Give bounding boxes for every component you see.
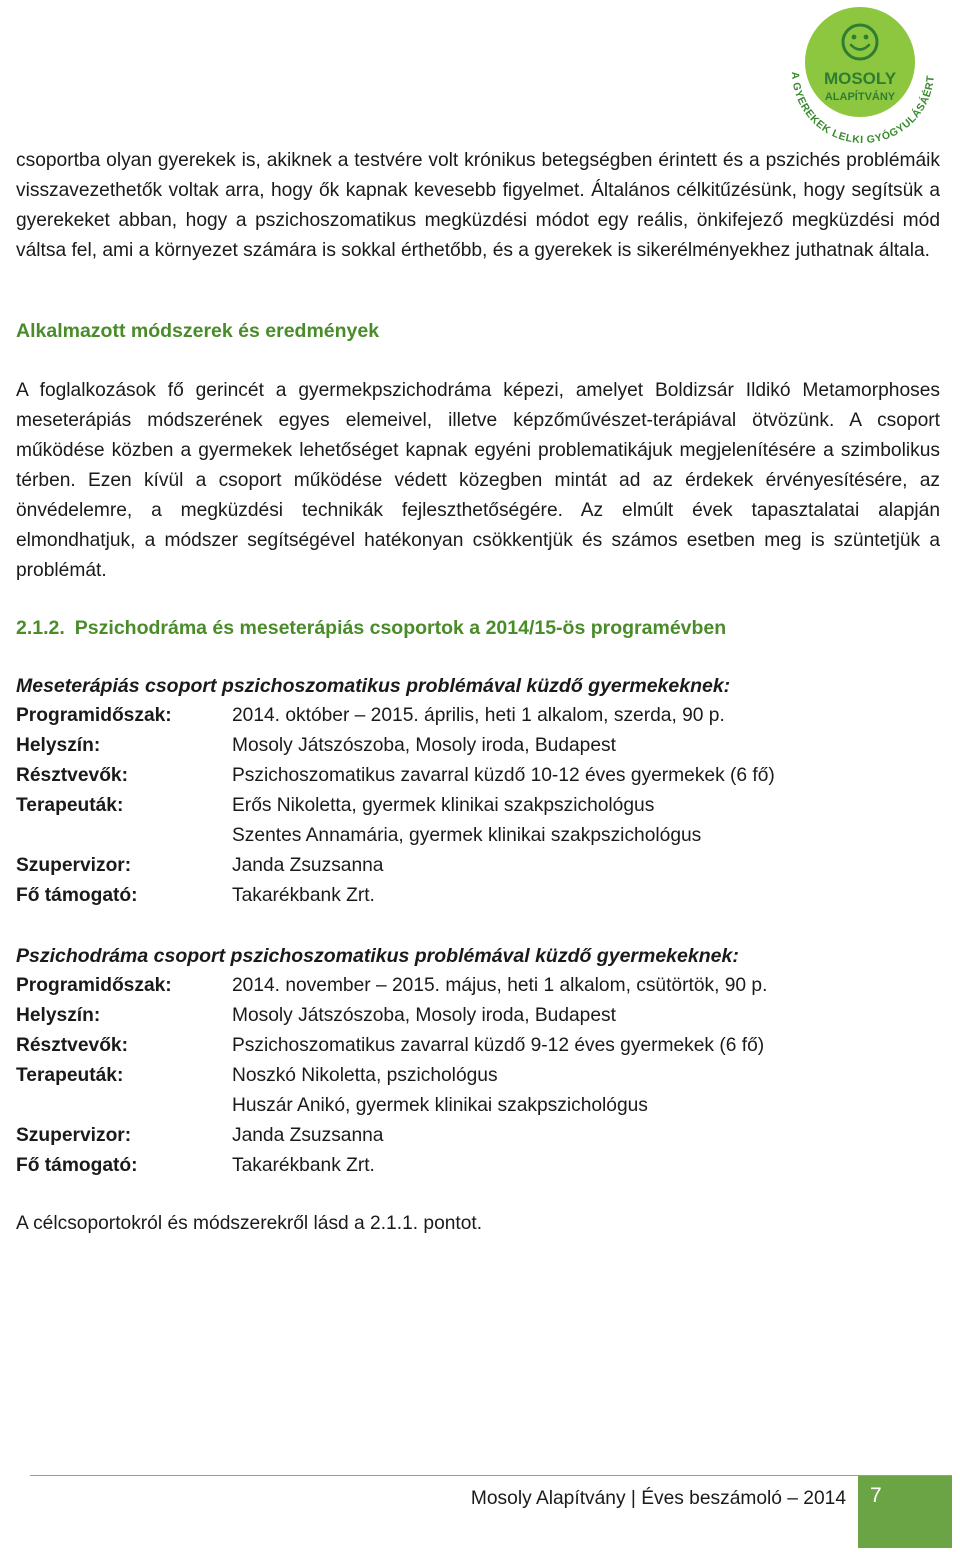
- info-row: [16, 1091, 940, 1121]
- info-value: Erős Nikoletta, gyermek klinikai szakpszichológus: [232, 795, 655, 816]
- info-label: [16, 821, 232, 851]
- info-row: [16, 1151, 940, 1181]
- info-row: [16, 701, 940, 731]
- info-row: [16, 1061, 940, 1091]
- methods-heading: Alkalmazott módszerek és eredmények: [16, 320, 380, 342]
- info-value: Pszichoszomatikus zavarral küzdő 10-12 éves gyermekek (6 fő): [232, 765, 775, 786]
- info-label: Szupervizor:: [16, 1125, 132, 1146]
- info-row: [16, 1001, 940, 1031]
- info-label: Résztvevők:: [16, 1035, 128, 1056]
- info-row: [16, 1121, 940, 1151]
- info-value: Noszkó Nikoletta, pszichológus: [232, 1065, 498, 1086]
- info-label: [16, 1091, 232, 1121]
- info-row: [16, 881, 940, 911]
- group1-title: Meseterápiás csoport pszichoszomatikus problémával küzdő gyermekeknek:: [16, 675, 731, 697]
- intro-paragraph: csoportba olyan gyerekek is, akiknek a testvére volt krónikus betegségben érintett és a pszichés problémáik visszavezethetők voltak arra, hogy ők kapnak kevesebb figyelmet. Általános célkitűzésünk, hogy segítsük a gyerekeket abban, hogy a pszichoszomatikus megküzdési módot egy reális, önkifejező megküzdési mód váltsa fel, ami a környezet számára is sokkal érthetőbb, és a gyerekek is sikerélményekhez juthatnak általa.: [16, 150, 940, 261]
- closing-paragraph: A célcsoportokról és módszerekről lásd a 2.1.1. pontot.: [16, 1213, 483, 1234]
- page-content: [16, 146, 940, 1239]
- section-number: 2.1.2.: [16, 617, 65, 639]
- page-number: 7: [870, 1484, 882, 1507]
- logo-name: MOSOLY: [823, 69, 897, 88]
- info-label: Programidőszak:: [16, 705, 172, 726]
- section-title: Pszichodráma és meseterápiás csoportok a 2014/15-ös programévben: [74, 617, 727, 639]
- info-value: Janda Zsuzsanna: [232, 1125, 384, 1146]
- info-value: Takarékbank Zrt.: [232, 1155, 375, 1176]
- info-row: [16, 791, 940, 821]
- info-row: [16, 851, 940, 881]
- footer-text: Mosoly Alapítvány | Éves beszámoló – 2014: [470, 1488, 846, 1509]
- info-value: Huszár Anikó, gyermek klinikai szakpszichológus: [232, 1095, 648, 1116]
- group2-title: Pszichodráma csoport pszichoszomatikus problémával küzdő gyermekeknek:: [16, 945, 739, 967]
- logo-arc-text: A GYEREKEK LELKI GYÓGYULÁSÁÉRT: [788, 71, 937, 144]
- group1-info: [16, 701, 940, 911]
- footer-divider: [30, 1475, 952, 1476]
- logo-subtitle: ALAPÍTVÁNY: [824, 91, 896, 103]
- info-value: 2014. november – 2015. május, heti 1 alkalom, csütörtök, 90 p.: [232, 975, 768, 996]
- info-row: [16, 731, 940, 761]
- info-value: Janda Zsuzsanna: [232, 855, 384, 876]
- info-label: Programidőszak:: [16, 975, 172, 996]
- info-row: [16, 971, 940, 1001]
- info-value: 2014. október – 2015. április, heti 1 alkalom, szerda, 90 p.: [232, 705, 725, 726]
- info-label: Helyszín:: [16, 735, 101, 756]
- info-row: [16, 761, 940, 791]
- page-number-box: [858, 1476, 952, 1548]
- info-value: Takarékbank Zrt.: [232, 885, 375, 906]
- info-label: Terapeuták:: [16, 795, 124, 816]
- info-value: Mosoly Játszószoba, Mosoly iroda, Budapest: [232, 1005, 616, 1026]
- info-label: Fő támogató:: [16, 885, 138, 906]
- info-row: [16, 821, 940, 851]
- info-label: Fő támogató:: [16, 1155, 138, 1176]
- info-row: [16, 1031, 940, 1061]
- methods-paragraph: A foglalkozások fő gerincét a gyermekpszichodráma képezi, amelyet Boldizsár Ildikó Metamorphoses meseterápiás módszerének egyes elemeivel, illetve képzőművészet-terápiával ötvözünk. A csoport működése közben a gyermekek lehetőséget kapnak egyéni problematikájuk megjelenítésére a szimbolikus térben. Ezen kívül a csoport működése védett közegben mintát ad az érdekek érvényesítésére, az önvédelemre, a megküzdési technikák fejleszthetőségére. Az elmúlt évek tapasztalatai alapján elmondhatjuk, a módszer segítségével hatékonyan csökkentjük és számos esetben meg is szüntetjük a problémát.: [16, 380, 940, 581]
- info-value: Pszichoszomatikus zavarral küzdő 9-12 éves gyermekek (6 fő): [232, 1035, 765, 1056]
- group2-info: [16, 971, 940, 1181]
- info-value: Szentes Annamária, gyermek klinikai szakpszichológus: [232, 825, 702, 846]
- info-value: Mosoly Játszószoba, Mosoly iroda, Budapest: [232, 735, 616, 756]
- section-heading: [16, 613, 940, 643]
- mosoly-logo: [772, 4, 942, 144]
- info-label: Szupervizor:: [16, 855, 132, 876]
- info-label: Helyszín:: [16, 1005, 101, 1026]
- info-label: Résztvevők:: [16, 765, 128, 786]
- info-label: Terapeuták:: [16, 1065, 124, 1086]
